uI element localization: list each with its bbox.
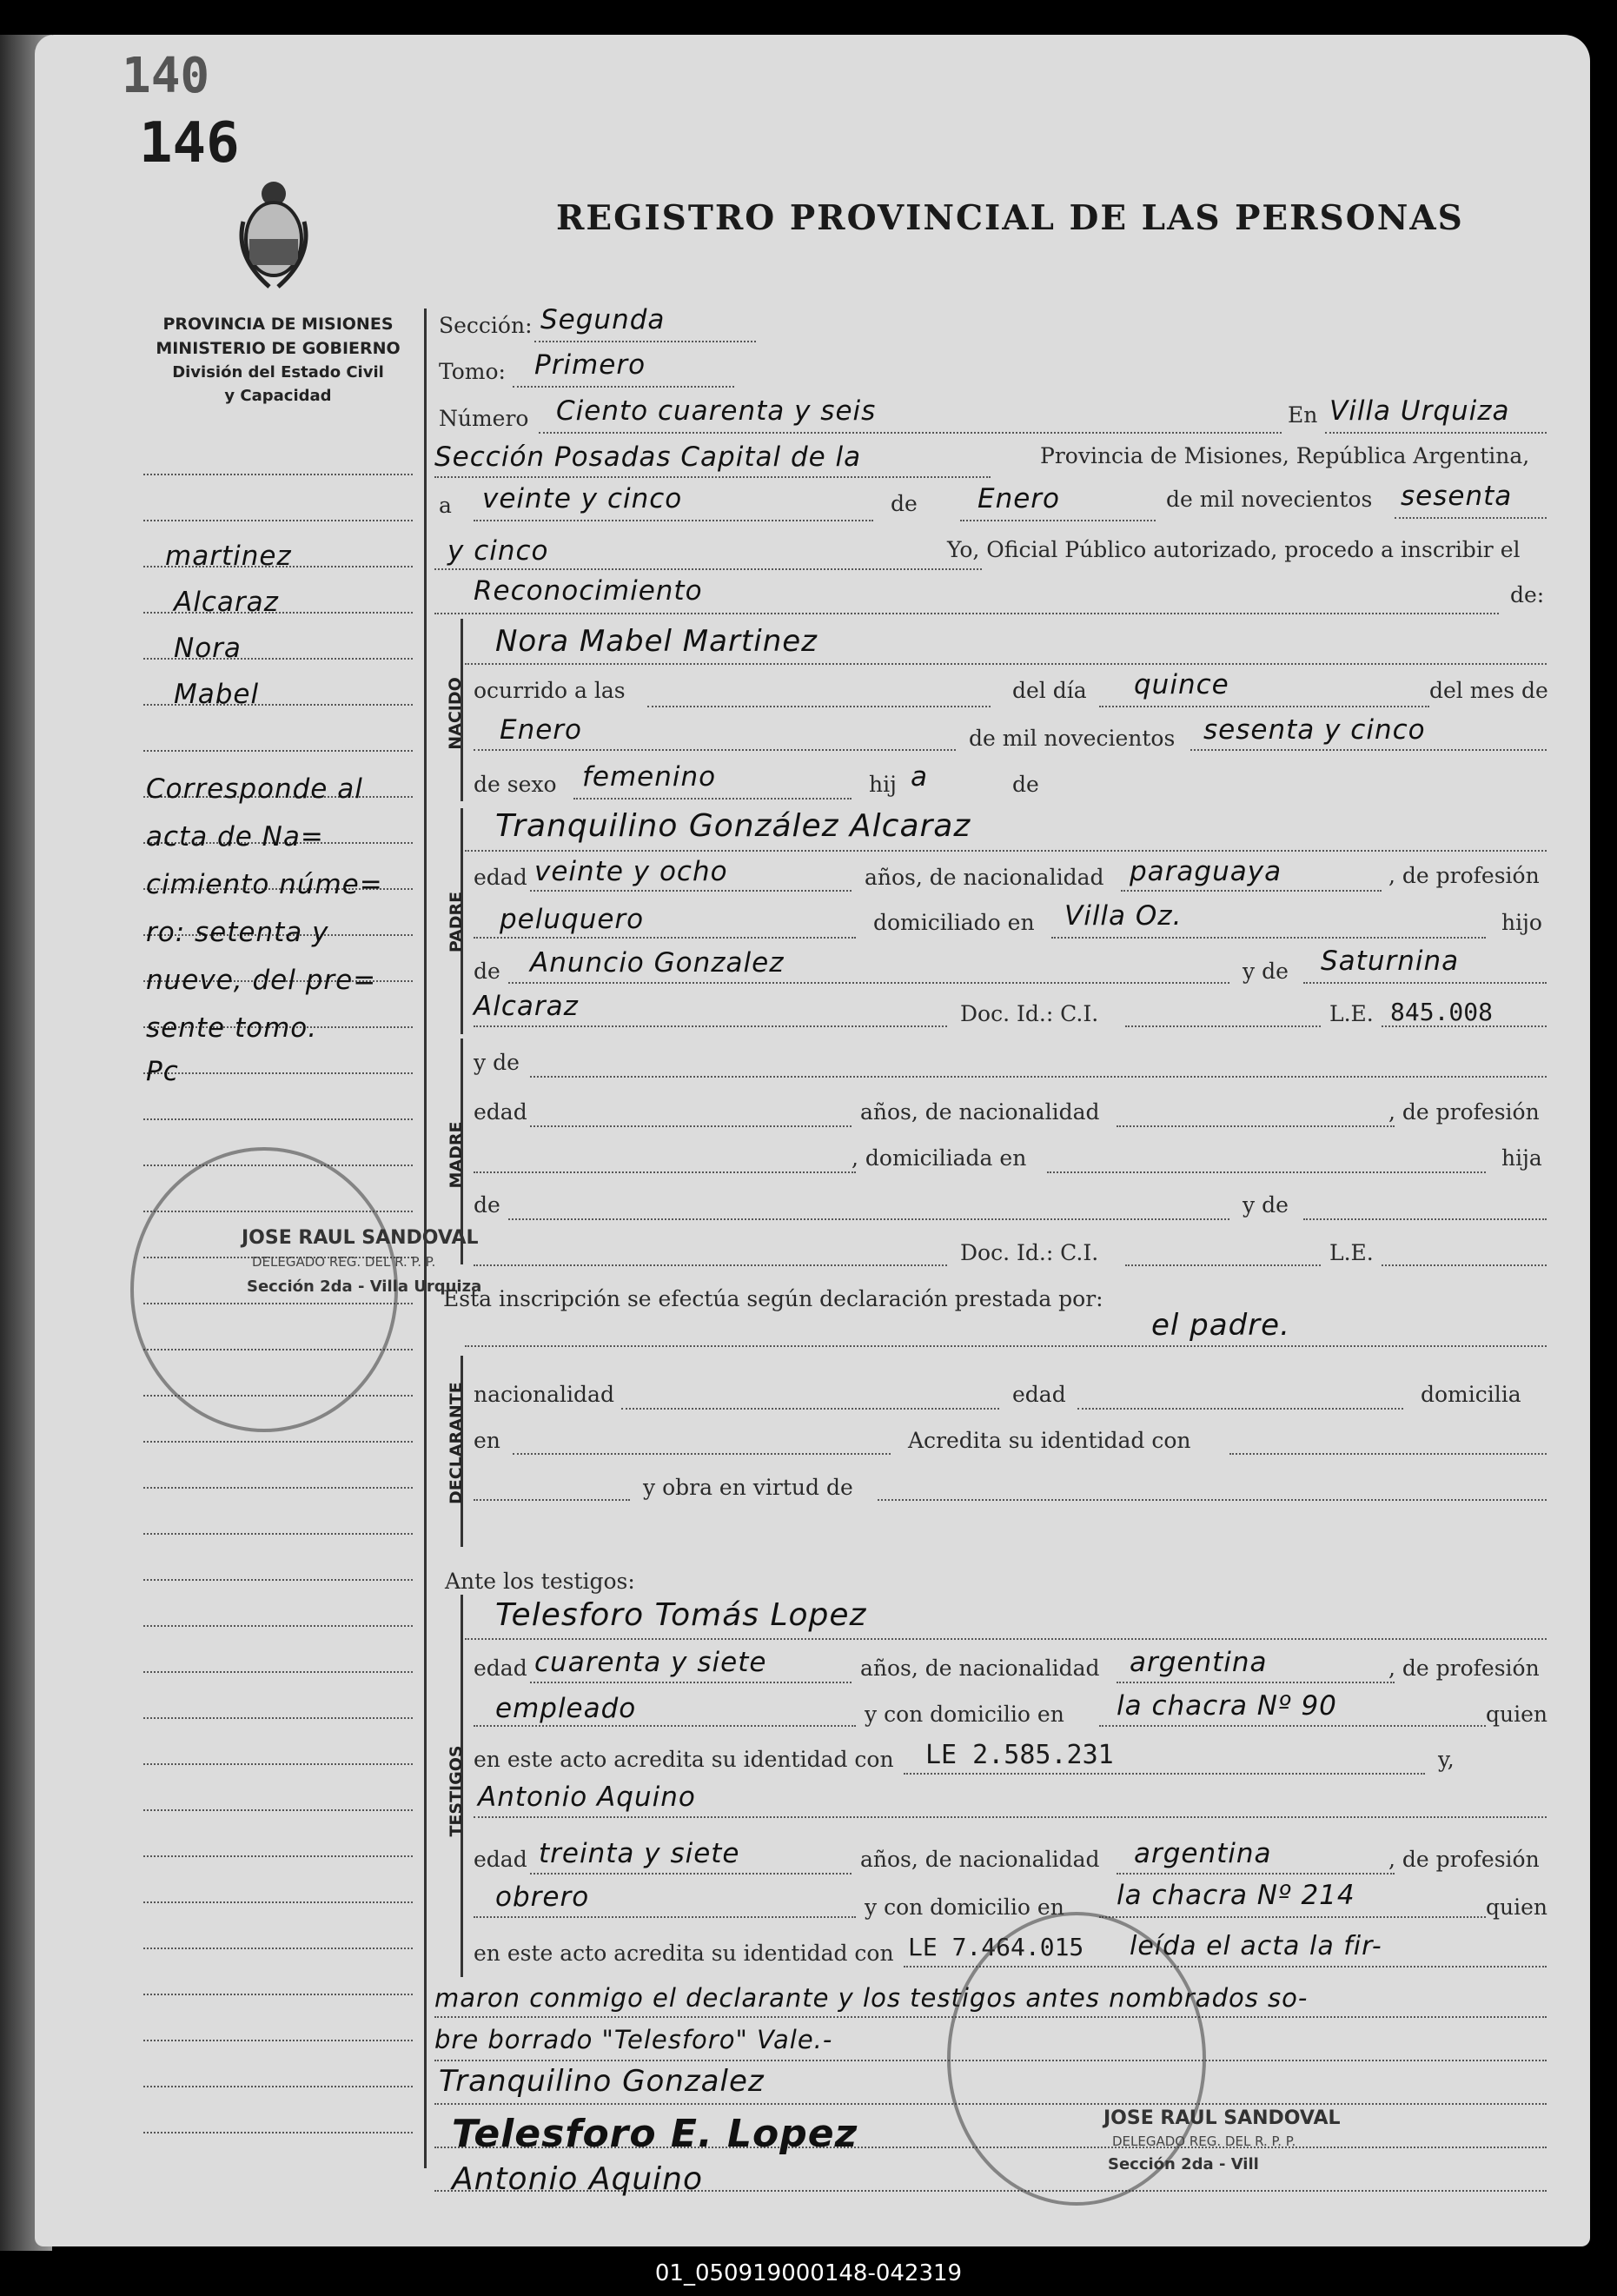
margin-rule (143, 1763, 413, 1765)
madre-yde2-label: y de (1243, 1192, 1289, 1218)
yo-text: Yo, Oficial Público autorizado, procedo a inscribir el (947, 537, 1521, 562)
de-label: de (891, 491, 918, 516)
day-value: veinte y cinco (482, 483, 683, 514)
margin-rule (143, 474, 413, 475)
tomo-label: Tomo: (439, 359, 506, 384)
padre-edad-label: edad (474, 865, 527, 890)
father-name: Tranquilino González Alcaraz (495, 808, 971, 844)
declarante-en-label: en (474, 1428, 500, 1453)
page-number: 146 (139, 111, 240, 176)
madre-hija-label: hija (1501, 1145, 1542, 1171)
madre-dom-label: , domiciliada en (852, 1145, 1027, 1171)
year-value: sesenta (1401, 481, 1513, 512)
birth-month-value: Enero (500, 714, 583, 746)
coat-of-arms-icon (235, 178, 313, 291)
province-header (139, 315, 417, 405)
margin-rule (143, 1441, 413, 1443)
declarante-tag: DECLARANTE (447, 1382, 466, 1504)
margin-rule (143, 1901, 413, 1903)
margin-rule (143, 1579, 413, 1581)
testigos-intro: Ante los testigos: (445, 1569, 635, 1594)
margin-rule (143, 1072, 413, 1074)
witness1-profession: empleado (495, 1693, 637, 1724)
margin-rule (143, 750, 413, 752)
signature-witness-1: Telesforo E. Lopez (452, 2112, 858, 2156)
paternal-grandmother: Saturnina (1321, 946, 1460, 977)
madre-edad-label: edad (474, 1099, 527, 1125)
declarante-edad-label: edad (1012, 1382, 1066, 1407)
seccion-place-value: Sección Posadas Capital de la (434, 441, 862, 473)
madre-le-label: L.E. (1329, 1240, 1374, 1265)
padre-doc-label: Doc. Id.: C.I. (960, 1001, 1099, 1026)
margin-rule (143, 1717, 413, 1719)
father-profession: peluquero (500, 904, 645, 935)
birth-day-value: quince (1134, 669, 1229, 700)
stamp-name: JOSE RAUL SANDOVAL (242, 1227, 479, 1249)
margin-annotation-5: nueve, del pre= (146, 965, 377, 996)
declarante-nac-label: nacionalidad (474, 1382, 614, 1407)
birth-year-value: sesenta y cinco (1203, 714, 1426, 746)
margin-rule (143, 1118, 413, 1120)
margin-annotation-6: sente tomo. (146, 1012, 318, 1044)
declarante-obra-label: y obra en virtud de (643, 1475, 853, 1500)
w1-y-label: y, (1438, 1747, 1455, 1772)
madre-yde-label: y de (474, 1050, 520, 1075)
w1-prof-label: , de profesión (1388, 1656, 1540, 1681)
w1-nac-label: años, de nacionalidad (860, 1656, 1100, 1681)
mil-text: de mil novecientos (1166, 487, 1373, 512)
madre-nac-label: años, de nacionalidad (860, 1099, 1100, 1125)
en-label: En (1288, 402, 1318, 428)
closing-text-2: maron conmigo el declarante y los testigos antes nombrados so- (434, 1983, 1309, 2013)
w1-edad-label: edad (474, 1656, 527, 1681)
declarante-dom-label: domicilia (1421, 1382, 1521, 1407)
padre-dom-label: domiciliado en (873, 910, 1035, 935)
testigos-tag: TESTIGOS (447, 1745, 466, 1837)
madre-doc-label: Doc. Id.: C.I. (960, 1240, 1099, 1265)
witness1-age: cuarenta y siete (534, 1647, 767, 1678)
w1-acredita-label: en este acto acredita su identidad con (474, 1747, 894, 1772)
capacity-line: y Capacidad (224, 387, 332, 405)
nacido-tag: NACIDO (446, 677, 465, 750)
father-nationality: paraguaya (1130, 856, 1282, 887)
witness2-age: treinta y siete (539, 1838, 740, 1869)
witness2-profession: obrero (495, 1881, 590, 1913)
w2-quien-label: quien (1486, 1895, 1547, 1920)
numero-label: Número (439, 406, 529, 431)
act-value: Reconocimiento (474, 575, 703, 607)
margin-rule (143, 520, 413, 521)
margin-annotation-4: ro: setenta y (146, 917, 329, 948)
seccion-value: Segunda (540, 304, 666, 335)
stamp-role: DELEGADO REG. DEL R. P. P. (252, 1254, 436, 1270)
seccion-label: Sección: (439, 313, 533, 338)
de-colon: de: (1510, 582, 1545, 607)
padre-tag: PADRE (447, 891, 466, 953)
witness1-nationality: argentina (1130, 1647, 1268, 1678)
del-mes-label: del mes de (1429, 678, 1548, 703)
closing-text-3: bre borrado "Telesforo" Vale.- (434, 2025, 833, 2054)
del-dia-label: del día (1012, 678, 1087, 703)
margin-rule (143, 1533, 413, 1535)
stamp-section: Sección 2da - Villa Urquiza (247, 1277, 482, 1296)
month-value: Enero (977, 483, 1061, 514)
sexo-value: femenino (582, 761, 717, 793)
provincia-text: Provincia de Misiones, República Argentina, (1040, 443, 1530, 468)
tomo-value: Primero (534, 349, 646, 381)
numero-value: Ciento cuarenta y seis (556, 395, 877, 427)
witness1-domicile: la chacra Nº 90 (1117, 1690, 1337, 1722)
signature-declarant: Tranquilino Gonzalez (439, 2064, 765, 2099)
division-line: División del Estado Civil (172, 363, 384, 382)
hij-label: hij (869, 772, 897, 797)
margin-rule (143, 2132, 413, 2133)
w1-quien-label: quien (1486, 1702, 1547, 1727)
margin-rule (143, 1809, 413, 1811)
declarante-intro: Esta inscripción se efectúa según declaración prestada por: (443, 1286, 1103, 1311)
w2-nac-label: años, de nacionalidad (860, 1847, 1100, 1872)
witness1-name: Telesforo Tomás Lopez (495, 1597, 867, 1633)
faded-page-number: 140 (122, 48, 210, 104)
margin-rule (143, 1487, 413, 1489)
padre-le-label: L.E. (1329, 1001, 1374, 1026)
ministry-line: MINISTERIO DE GOBIERNO (156, 339, 401, 358)
margin-rule (143, 1994, 413, 1995)
en-value: Villa Urquiza (1329, 395, 1510, 427)
hij-suffix: a (911, 761, 928, 793)
witness2-id: LE 7.464.015 (908, 1933, 1084, 1961)
margin-annotation-2: acta de Na= (146, 821, 324, 853)
w2-dom-label: y con domicilio en (865, 1895, 1064, 1920)
madre-prof-label: , de profesión (1388, 1099, 1540, 1125)
margin-rule (143, 2040, 413, 2041)
declarante-value: el padre. (1151, 1308, 1290, 1343)
madre-tag: MADRE (447, 1121, 466, 1189)
padre-nac-label: años, de nacionalidad (865, 865, 1104, 890)
padre-de-label: de (474, 959, 500, 984)
w2-acredita-label: en este acto acredita su identidad con (474, 1941, 894, 1966)
padre-prof-label: , de profesión (1388, 863, 1540, 888)
signature-witness-2: Antonio Aquino (452, 2161, 704, 2197)
margin-annotation-initials: Pc (146, 1056, 179, 1087)
margin-rule (143, 2086, 413, 2087)
padre-hijo-label: hijo (1501, 910, 1542, 935)
margin-annotation-1: Corresponde al (146, 773, 363, 805)
province-line: PROVINCIA DE MISIONES (162, 315, 394, 334)
stamp2-section: Sección 2da - Vill (1108, 2155, 1259, 2173)
margin-rule (143, 1855, 413, 1857)
child-name: Nora Mabel Martinez (495, 624, 818, 659)
mil-label: de mil novecientos (969, 726, 1176, 751)
page-title: REGISTRO PROVINCIAL DE LAS PERSONAS (556, 198, 1464, 238)
stamp2-role: DELEGADO REG. DEL R. P. P. (1112, 2133, 1296, 2149)
margin-annotation-3: cimiento núme= (146, 869, 383, 900)
margin-name-2: Mabel (174, 679, 260, 710)
margin-surname-1: martinez (165, 541, 292, 572)
father-age: veinte y ocho (534, 856, 728, 887)
margin-name-1: Nora (174, 633, 242, 664)
margin-rule (143, 1948, 413, 1949)
stamp2-name: JOSE RAUL SANDOVAL (1103, 2107, 1341, 2129)
year-value-continued: y cinco (447, 535, 549, 567)
ocurrido-label: ocurrido a las (474, 678, 626, 703)
a-label: a (439, 493, 452, 518)
w2-edad-label: edad (474, 1847, 527, 1872)
sexo-label: de sexo (474, 772, 557, 797)
margin-surname-2: Alcaraz (174, 587, 279, 618)
witness2-nationality: argentina (1134, 1838, 1272, 1869)
document-id-footer: 01_050919000148-042319 (0, 2251, 1617, 2296)
hij-de-label: de (1012, 772, 1039, 797)
paternal-grandfather: Anuncio Gonzalez (530, 947, 785, 979)
witness2-domicile: la chacra Nº 214 (1117, 1880, 1355, 1911)
witness1-id: LE 2.585.231 (925, 1740, 1114, 1770)
closing-text-1: leída el acta la fir- (1130, 1931, 1382, 1961)
witness2-name: Antonio Aquino (478, 1782, 696, 1813)
father-le-number: 845.008 (1390, 998, 1494, 1026)
madre-de-label: de (474, 1192, 500, 1218)
declarante-acredita-label: Acredita su identidad con (908, 1428, 1191, 1453)
paternal-grandmother-continued: Alcaraz (474, 991, 579, 1022)
w1-dom-label: y con domicilio en (865, 1702, 1064, 1727)
padre-yde-label: y de (1243, 959, 1289, 984)
margin-rule (143, 1625, 413, 1627)
margin-rule (143, 1671, 413, 1673)
father-domicile: Villa Oz. (1064, 900, 1183, 932)
w2-prof-label: , de profesión (1388, 1847, 1540, 1872)
